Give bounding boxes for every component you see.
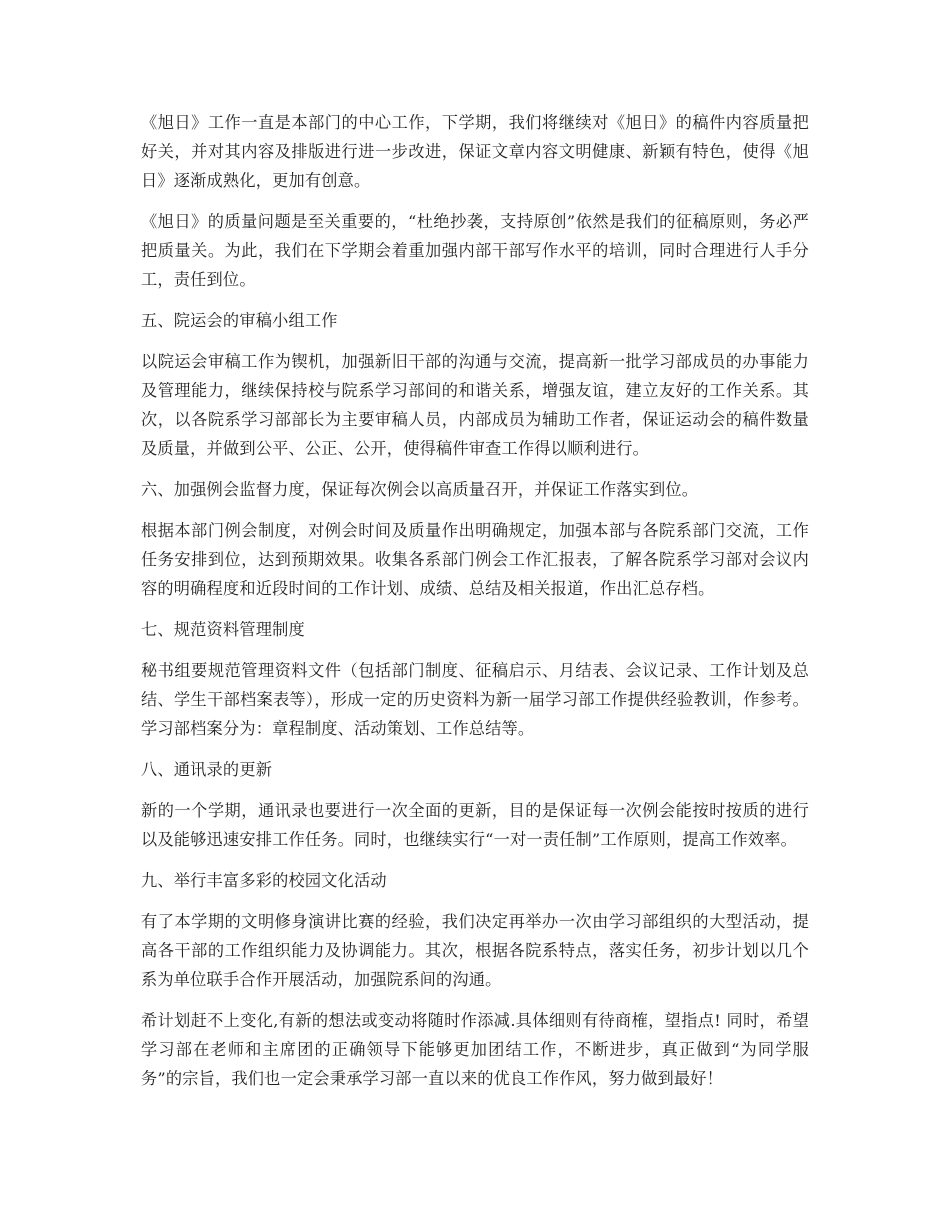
paragraph-xuri-quality: 《旭日》的质量问题是至关重要的，“杜绝抄袭，支持原创”依然是我们的征稿原则，务必严把质量关。为此，我们在下学期会着重加强内部干部写作水平的培训，同时合理进行人手分工，责任到位。 [141, 212, 809, 289]
section-heading-9: 九、举行丰富多彩的校园文化活动 [141, 871, 387, 890]
section-heading-5: 五、院运会的审稿小组工作 [141, 311, 338, 330]
paragraph-sports-review: 以院运会审稿工作为锲机，加强新旧干部的沟通与交流，提高新一批学习部成员的办事能力及管理能力，继续保持校与院系学习部间的和谐关系，增强友谊，建立友好的工作关系。其次，以各院系学习部部长为主要审稿人员，内部成员为辅助工作者，保证运动会的稿件数量及质量，并做到公平、公正、公开，使得稿件审查工作得以顺利进行。 [141, 352, 809, 458]
paragraph-meeting-system: 根据本部门例会制度，对例会时间及质量作出明确规定，加强本部与各院系部门交流，工作任务安排到位，达到预期效果。收集各系部门例会工作汇报表，了解各院系学习部对会议内容的明确程度和近段时间的工作计划、成绩、总结及相关报道，作出汇总存档。 [141, 521, 809, 598]
document-page [141, 108, 809, 1105]
section-heading-8: 八、通讯录的更新 [141, 760, 273, 779]
paragraph-campus-activities: 有了本学期的文明修身演讲比赛的经验，我们决定再举办一次由学习部组织的大型活动，提高各干部的工作组织能力及协调能力。其次，根据各院系特点，落实任务，初步计划以几个系为单位联手合作开展活动，加强院系间的沟通。 [141, 912, 809, 989]
section-heading-6: 六、加强例会监督力度，保证每次例会以高质量召开，并保证工作落实到位。 [141, 480, 699, 499]
paragraph-xuri-work: 《旭日》工作一直是本部门的中心工作，下学期，我们将继续对《旭日》的稿件内容质量把好关，并对其内容及排版进行进一步改进，保证文章内容文明健康、新颖有特色，使得《旭日》逐渐成熟化，更加有创意。 [141, 113, 809, 190]
paragraph-closing: 希计划赶不上变化,有新的想法或变动将随时作添减.具体细则有待商榷，望指点! 同时，希望学习部在老师和主席团的正确领导下能够更加团结工作，不断进步，真正做到“为同学服务”的宗旨，我们也一定会秉承学习部一直以来的优良工作作风，努力做到最好！ [141, 1011, 809, 1088]
paragraph-contacts-update: 新的一个学期，通讯录也要进行一次全面的更新，目的是保证每一次例会能按时按质的进行以及能够迅速安排工作任务。同时，也继续实行“一对一责任制”工作原则，提高工作效率。 [141, 801, 809, 849]
paragraph-records-management: 秘书组要规范管理资料文件（包括部门制度、征稿启示、月结表、会议记录、工作计划及总结、学生干部档案表等），形成一定的历史资料为新一届学习部工作提供经验教训，作参考。学习部档案分为：章程制度、活动策划、工作总结等。 [141, 661, 809, 738]
section-heading-7: 七、规范资料管理制度 [141, 620, 305, 639]
